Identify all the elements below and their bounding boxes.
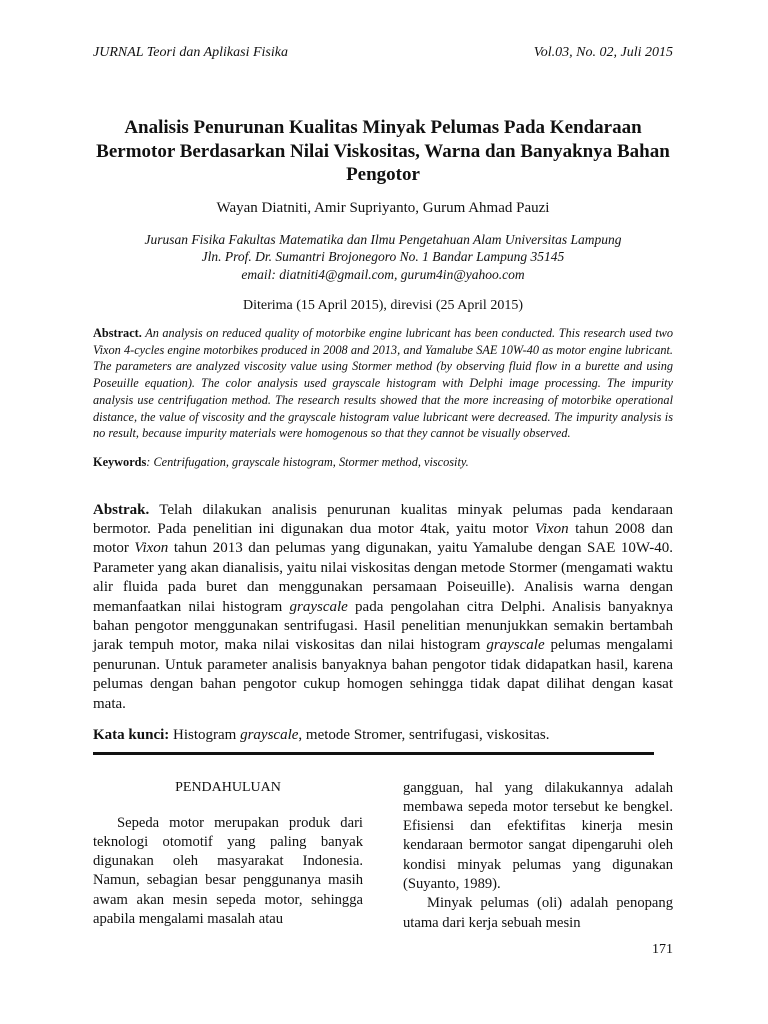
received-dates: Diterima (15 April 2015), direvisi (25 April 2015) xyxy=(243,298,523,313)
authors: Wayan Diatniti, Amir Supriyanto, Gurum Ahmad Pauzi xyxy=(216,199,550,216)
abstract-english xyxy=(93,325,673,442)
abstrak-indonesian xyxy=(93,501,673,714)
abstract-text: An analysis on reduced quality of motorbike engine lubricant has been conducted. This research used two Vixon 4-cycles engine motorbikes produced in 2008 and 2013, and Yamalube SAE 10W-40 as motor engine lubricant. The parameters are analyzed viscosity value using Stormer method (by observing fluid flow in a burette and using Poseuille equation). The color analysis used grayscale histogram with Delphi image processing. The impurity analysis use centrifugation method. The research results showed that the more increasing of motorbike operational distance, the value of viscosity and the grayscale histogram value lubricant were decreased. The impurity analysis is no result, because impurity materials were homogenous so that they cannot be visually observed. xyxy=(93,326,673,441)
page-number: 171 xyxy=(652,941,673,957)
affiliation-institution: Jurusan Fisika Fakultas Matematika dan Ilmu Pengetahuan Alam Universitas Lampung xyxy=(144,231,622,247)
kata-kunci-text: Histogram xyxy=(169,727,241,744)
keywords-label: Keywords xyxy=(93,454,147,469)
body-paragraph: Minyak pelumas (oli) adalah penopang utama dari kerja sebuah mesin xyxy=(403,895,673,931)
affiliation-email: email: diatniti4@gmail.com, gurum4in@yahoo.com xyxy=(241,266,525,282)
abstrak-text: pelumas mengalami penurunan. Untuk parameter analisis banyaknya bahan pengotor tidak didapatkan hasil, karena pelumas dengan bahan pengotor cukup homogen sehingga tidak dapat dilihat dengan kasat mata. xyxy=(93,637,673,712)
keywords xyxy=(93,454,673,471)
body-paragraph: Sepeda motor merupakan produk dari teknologi otomotif yang paling banyak digunakan oleh masyarakat Indonesia. Namun, sebagian besar penggunanya masih awam akan mesin sepeda motor, sehingga apabila mengalami masalah atau xyxy=(93,814,363,927)
affiliation xyxy=(93,231,673,284)
abstrak-text: pada pengolahan citra Delphi. Analisis banyaknya bahan pengotor menggunakan sentrifugasi. Hasil penelitian menunjukkan semakin bertambah jarak tempuh motor, maka nilai viskositas dan nilai histogram xyxy=(93,598,673,654)
abstrak-label: Abstrak. xyxy=(93,501,150,518)
body-columns xyxy=(93,779,673,933)
abstrak-italic: grayscale xyxy=(289,598,348,615)
journal-name: JURNAL Teori dan Aplikasi Fisika xyxy=(93,45,288,60)
abstrak-text: tahun 2013 dan pelumas yang digunakan, yaitu Yamalube dengan SAE 10W-40. Parameter yang akan dianalisis, yaitu nilai viskositas dengan metode Stormer (mengamati waktu alir fluida pada buret dan menggunakan persamaan Poiseuille). Analisis warna dengan memanfaatkan nilai histogram xyxy=(93,540,673,615)
abstrak-italic: Vixon xyxy=(534,521,569,538)
paper-title: Analisis Penurunan Kualitas Minyak Pelumas Pada Kendaraan Bermotor Berdasarkan Nilai Viskositas, Warna dan Banyaknya Bahan Pengotor xyxy=(96,117,670,185)
left-column xyxy=(93,779,363,933)
section-heading: PENDAHULUAN xyxy=(175,779,281,795)
abstrak-italic: Vixon xyxy=(134,540,169,557)
body-paragraph: gangguan, hal yang dilakukannya adalah membawa sepeda motor tersebut ke bengkel. Efisiensi dan efektifitas kinerja mesin kendaraan bermotor sangat dipengaruhi oleh kondisi minyak pelumas yang digunakan (Suyanto, 1989). xyxy=(403,779,673,892)
journal-issue: Vol.03, No. 02, Juli 2015 xyxy=(533,45,673,60)
abstrak-text: Telah dilakukan analisis penurunan kualitas minyak pelumas pada kendaraan bermotor. Pada penelitian ini digunakan dua motor 4tak, yaitu motor xyxy=(93,501,673,538)
kata-kunci-text: , metode Stromer, sentrifugasi, viskositas. xyxy=(298,727,550,744)
abstrak-italic: grayscale xyxy=(486,637,545,654)
keywords-text: : Centrifugation, grayscale histogram, Stormer method, viscosity. xyxy=(146,454,469,469)
running-header xyxy=(93,44,673,62)
right-column xyxy=(403,779,673,933)
affiliation-address: Jln. Prof. Dr. Sumantri Brojonegoro No. 1 Bandar Lampung 35145 xyxy=(201,249,565,264)
divider-rule xyxy=(93,752,654,755)
kata-kunci-label: Kata kunci: xyxy=(93,727,170,744)
abstract-label: Abstract. xyxy=(93,326,142,340)
abstrak-text: tahun 2008 dan motor xyxy=(93,521,673,557)
kata-kunci xyxy=(93,726,673,745)
kata-kunci-italic: grayscale xyxy=(240,727,299,744)
